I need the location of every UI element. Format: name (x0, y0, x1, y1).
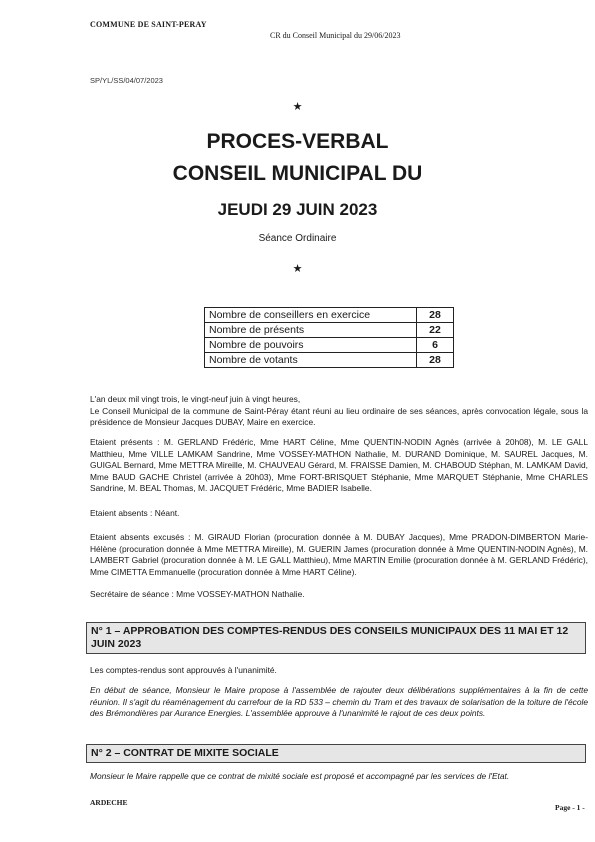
table-row (205, 353, 454, 368)
table-row (205, 338, 454, 353)
attendance-table (204, 307, 454, 368)
stat-label: Nombre de présents (205, 323, 417, 338)
stat-value: 28 (417, 308, 454, 323)
section-header: N° 1 – APPROBATION DES COMPTES-RENDUS DES CONSEILS MUNICIPAUX DES 11 MAI ET 12 JUIN 2023 (86, 622, 586, 654)
section-header: N° 2 – CONTRAT DE MIXITE SOCIALE (86, 744, 586, 763)
star-icon: ★ (292, 263, 303, 275)
star-icon: ★ (292, 101, 303, 113)
page-subtitle: CONSEIL MUNICIPAL DU (172, 162, 423, 185)
meeting-date: JEUDI 29 JUIN 2023 (217, 200, 378, 219)
intro-line: L'an deux mil vingt trois, le vingt-neuf juin à vingt heures, (90, 394, 301, 404)
stat-value: 28 (417, 353, 454, 368)
excused-paragraph: Etaient absents excusés : M. GIRAUD Florian (procuration donnée à M. DUBAY Jacques), Mme PRADON-DIMBERTON Marie-Hélène (procuration donnée à Mme METTRA Mireille), M. GUERIN James (procuration donnée à Mme QUENTIN-NODIN Agnès), M. LAMBERT Gabriel (procuration donnée à M. LE GALL Matthieu), Mme MARTIN Emilie (procuration donnée à M. GERLAND Frédéric), Mme CIMETTA Emmanuelle (procuration donnée à Mme HART Céline). (90, 532, 588, 577)
page-number: Page - 1 - (555, 803, 585, 812)
secretary-paragraph: Secrétaire de séance : Mme VOSSEY-MATHON Nathalie. (90, 589, 305, 599)
reference-code: SP/YL/SS/04/07/2023 (90, 76, 163, 85)
page-title: PROCES-VERBAL (206, 130, 389, 153)
table-row (205, 323, 454, 338)
section-text: Monsieur le Maire rappelle que ce contrat de mixité sociale est proposé et accompagné par les services de l'Etat. (90, 771, 510, 781)
stat-value: 6 (417, 338, 454, 353)
commune-name: COMMUNE DE SAINT-PERAY (90, 20, 207, 29)
presents-paragraph: Etaient présents : M. GERLAND Frédéric, Mme HART Céline, Mme QUENTIN-NODIN Agnès (arrivée à 20h08), M. LE GALL Matthieu, Mme VILLE LAMKAM Sandrine, Mme VOSSEY-MATHON Nathalie, M. DURAND Dominique, M. SAUREL Jacques, M. GUIGAL Bernard, Mme METTRA Mireille, M. CHAUVEAU Gérard, M. FRAISSE Damien, M. CHABOUD Stéphan, M. LAMKAM David, Mme BAUD GACHE Christel (arrivée à 20h03), Mme FORT-BRISQUET Stéphanie, Mme MARQUET Stéphanie, Mme CHARLES Sandrine, M. BEAL Thomas, M. JACQUET Frédéric, Mme BADIER Isabelle. (90, 437, 588, 493)
intro-paragraph (90, 394, 588, 429)
table-row (205, 308, 454, 323)
absents-paragraph: Etaient absents : Néant. (90, 508, 180, 518)
footer-department: ARDECHE (90, 798, 128, 807)
section-text: Les comptes-rendus sont approuvés à l'unanimité. (90, 665, 277, 675)
document-reference: CR du Conseil Municipal du 29/06/2023 (270, 31, 401, 40)
stat-label: Nombre de pouvoirs (205, 338, 417, 353)
stat-label: Nombre de conseillers en exercice (205, 308, 417, 323)
intro-line: Le Conseil Municipal de la commune de Saint-Péray étant réuni au lieu ordinaire de ses séances, après convocation légale, sous la présidence de Monsieur Jacques DUBAY, Maire en exercice. (90, 405, 588, 427)
stat-label: Nombre de votants (205, 353, 417, 368)
section-note: En début de séance, Monsieur le Maire propose à l'assemblée de rajouter deux délibérations supplémentaires à la fin de cette réunion. Il s'agit du réaménagement du carrefour de la RD 533 – chemin du Tram et des travaux de solarisation de la toiture de l'école des Brémondières par Aurance Energies. L'assemblée approuve à l'unanimité le rajout de ces deux points. (90, 685, 588, 718)
stat-value: 22 (417, 323, 454, 338)
session-type: Séance Ordinaire (258, 233, 337, 244)
